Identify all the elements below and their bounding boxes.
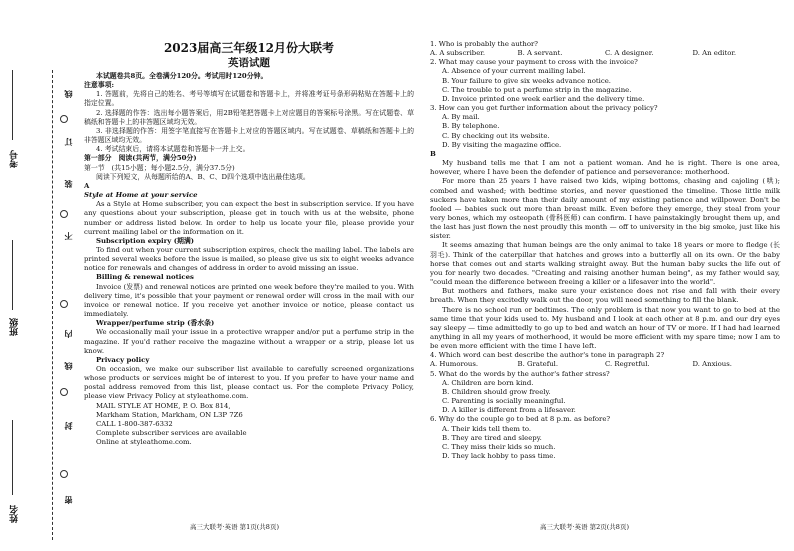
- exam-title: 2023届高三年级12月份大联考: [163, 41, 335, 55]
- passage-a-paragraph: Invoice (发票) and renewal notices are printed one week before they're mailed to you. With delivery time, it's possible that your payment or renewal order will cross in the mail with our invoice or renewal notice. If you receive yet another invoice or notice, please contact us immediately.: [84, 282, 414, 319]
- question: 1. Who is probably the author?: [430, 40, 538, 48]
- left-column: [84, 0, 414, 447]
- option: C. The trouble to put a perfume strip in the magazine.: [442, 85, 632, 94]
- footer-left: 高三大联考·英语 第1页(共8页): [190, 523, 279, 531]
- option: A. By mail.: [442, 113, 480, 122]
- exam-subtitle: 英语试题: [228, 57, 270, 69]
- option: A. Children are born kind.: [442, 378, 534, 387]
- passage-letter: A: [84, 181, 90, 190]
- address-line: MAIL STYLE AT HOME, P. O. Box 814,: [96, 401, 231, 410]
- exam-no-blank: [12, 70, 13, 140]
- notice-item: 4. 考试结束后，请将本试题卷和答题卡一并上交。: [96, 145, 250, 154]
- binding-circle: [60, 210, 68, 218]
- binding-circle: [60, 388, 68, 396]
- binding-circle: [60, 300, 68, 308]
- address-line: Online at styleathome.com.: [96, 438, 192, 447]
- option: D. Anxious.: [692, 360, 732, 369]
- name-blank: [12, 420, 13, 495]
- passage-a-intro: As a Style at Home subscriber, you can expect the best in subscription service. If you have any questions about your subscription, please get in touch with us at the website, phone number or address listed below. In order to help us locate your file, please provide your current mailing label or the information on it.: [84, 200, 414, 236]
- question: 3. How can you get further information about the privacy policy?: [430, 104, 658, 113]
- passage-a-subheading: Subscription expiry (期满): [96, 236, 195, 245]
- binding-char: 密: [63, 496, 73, 504]
- passage-a-subheading: Billing & renewal notices: [96, 273, 194, 282]
- passage-b-paragraph: It seems amazing that human beings are the only animal to take 18 years or more to fledge (长羽毛). Think of the caterpillar that hatches and grows into a butterfly all on its own. Or the baby horse that comes out and starts walking straight away. But the human baby sucks the life out of you for nearly two decades. "Creating and raising another human being", as my father would say, "could mean the difference between freeing a killer or a lifesaver into the world".: [430, 241, 780, 287]
- passage-a-paragraph: We occasionally mail your issue in a protective wrapper and/or put a perfume strip in the magazine. If you'd rather receive the magazine without a wrapper or a strip, please let us know.: [84, 328, 414, 355]
- notice-item: 2. 选择题的作答：选出每小题答案后，用2B铅笔把答题卡上对应题目的答案标号涂黑。写在试题卷、草稿纸和答题卡上的非答题区域均无效。: [84, 108, 414, 126]
- passage-a-subheading: Privacy policy: [96, 355, 150, 364]
- binding-char: 线: [63, 362, 73, 370]
- binding-char: 装: [63, 180, 73, 188]
- binding-line: [52, 70, 53, 540]
- option-row: [430, 360, 780, 369]
- class-blank: [12, 240, 13, 310]
- option: C. Parenting is socially meaningful.: [442, 397, 566, 406]
- notice-item: 1. 答题前，先将自己的姓名、考号等填写在试题卷和答题卡上，并将准考证号条形码粘贴在答题卡上的指定位置。: [84, 90, 414, 108]
- binding-char: 订: [63, 138, 73, 146]
- passage-b-paragraph: But mothers and fathers, make sure your existence does not rise and fall with their every breath. When they excitedly walk out the door, you will need something to fill the blank.: [430, 287, 780, 305]
- binding-circle: [60, 115, 68, 123]
- option: B. A servant.: [517, 49, 563, 58]
- passage-b-paragraph: For more than 25 years I have raised two kids, wiping bottoms, chasing and cajoling (哄); combed and washed; with bedtime stories, and never questioned the timeline. Those little milk suckers have taken more than their daily amount of my existing patience and willpower. Don't be fooled — babies suck out more than breast milk. Even before they emerge, they steal from your very bones, which my osteopath (骨科医师) can confirm. I have painstakingly brought them up, and the last has just flown the nest proudly this month — off to university in the big smoke, just like his sister.: [430, 177, 780, 241]
- section-heading: 第一节 (共15小题；每小题2.5分，满分37.5分): [84, 163, 235, 172]
- binding-char: 不: [63, 232, 73, 240]
- passage-a-paragraph: To find out when your current subscription expires, check the mailing label. The labels are printed several weeks before the issue is mailed, so please give us six to eight weeks advance notice for renewals and changes of address in order to avoid missing an issue.: [84, 245, 414, 273]
- binding-char: 内: [63, 330, 73, 338]
- instruction: 阅读下列短文，从每题所给的A、B、C、D四个选项中选出最佳选项。: [96, 172, 310, 181]
- binding-char: 线: [63, 90, 73, 98]
- option: A. Their kids tell them to.: [442, 424, 532, 433]
- option-row: [430, 49, 780, 58]
- passage-b-paragraph: My husband tells me that I am not a patient woman. And he is right. There is one area, however, where I have been the defender of patience and perseverance: motherhood.: [430, 159, 780, 177]
- question: 4. Which word can best describe the author's tone in paragraph 2?: [430, 351, 665, 360]
- option: C. They miss their kids so much.: [442, 442, 556, 451]
- passage-b-paragraph: There is no school run or bedtimes. The only problem is that now you want to go to bed at the same time that your kids used to. My husband and I look at each other at 8 p.m. and our dry eyes say sleepy — time admittedly to go up to bed and watch an hour of TV or more. If I had had learned anything in all my years of motherhood, it would be more efficient with my spare time; now I am to be even more efficient with the time I have left.: [430, 305, 780, 351]
- option: A. A subscriber.: [430, 49, 486, 58]
- right-column: [430, 40, 780, 461]
- option: C. A designer.: [605, 49, 654, 58]
- option: B. Your failure to give six weeks advance notice.: [442, 76, 611, 85]
- address-line: Complete subscriber services are available: [96, 429, 247, 438]
- part-heading: 第一部分 阅读(共两节，满分50分): [84, 154, 197, 163]
- binding-char: 封: [63, 422, 73, 430]
- binding-circle: [60, 470, 68, 478]
- exam-no-label: 考号: [10, 150, 20, 168]
- question: 5. What do the words by the author's father stress?: [430, 369, 610, 378]
- address-line: CALL 1-800-387-6332: [96, 419, 173, 428]
- exam-info: 本试题卷共8页。全卷满分120分。考试用时120分钟。: [96, 72, 268, 80]
- passage-a-paragraph: On occasion, we make our subscriber list available to carefully screened organizations whose products or services might be of interest to you. If you prefer to have your name and postal address removed from this list, please contact us. For the complete Privacy Policy, please view Privacy Policy at styleathome.com.: [84, 365, 414, 401]
- option: C. Regretful.: [605, 360, 650, 369]
- option: B. They are tired and sleepy.: [442, 433, 542, 442]
- passage-a-heading: Style at Home at your service: [84, 191, 198, 200]
- option: D. An editor.: [692, 49, 737, 58]
- name-label: 姓名: [10, 505, 20, 523]
- binding-strip: [0, 0, 72, 551]
- option: A. Absence of your current mailing label.: [442, 67, 586, 76]
- option: B. Children should grow freely.: [442, 387, 551, 396]
- notice-item: 3. 非选择题的作答：用签字笔直接写在答题卡上对应的答题区域内。写在试题卷、草稿纸和答题卡上的非答题区域均无效。: [84, 126, 414, 145]
- option: D. By visiting the magazine office.: [442, 140, 562, 149]
- address-line: Markham Station, Markham, ON L3P 7Z6: [96, 410, 243, 419]
- question: 2. What may cause your payment to cross with the invoice?: [430, 58, 638, 67]
- option: D. Invoice printed one week earlier and the delivery time.: [442, 94, 645, 103]
- option: D. They lack hobby to pass time.: [442, 452, 556, 461]
- passage-letter: B: [430, 149, 436, 158]
- option: C. By checking out its website.: [442, 131, 550, 140]
- class-label: 班级: [10, 318, 20, 336]
- option: A. Humorous.: [430, 360, 479, 369]
- footer-right: 高三大联考·英语 第2页(共8页): [540, 523, 629, 531]
- passage-a-subheading: Wrapper/perfume strip (香水条): [96, 319, 215, 328]
- option: D. A killer is different from a lifesaver.: [442, 406, 576, 415]
- notice-heading: 注意事项:: [84, 81, 115, 90]
- question: 6. Why do the couple go to bed at 8 p.m. as before?: [430, 415, 611, 424]
- option: B. By telephone.: [442, 122, 500, 131]
- option: B. Grateful.: [517, 360, 559, 369]
